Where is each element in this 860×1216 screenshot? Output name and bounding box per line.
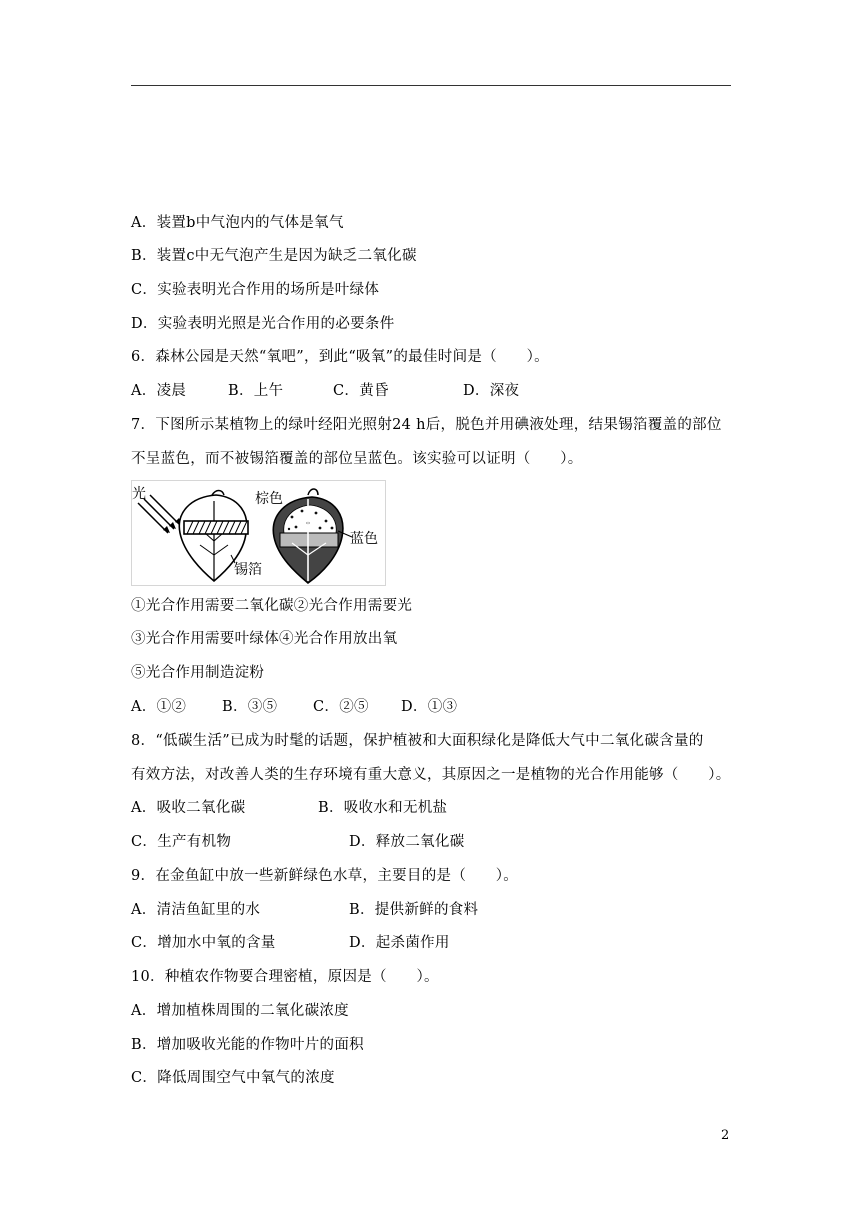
q6-option-b: B．上午 (228, 383, 284, 399)
q8-option-b: B．吸收水和无机盐 (318, 800, 448, 816)
q7-statement-5: ⑤光合作用制造淀粉 (131, 665, 265, 681)
question-10: 10．种植农作物要合理密植，原因是（ ）。 (131, 969, 439, 985)
question-8-line-2: 有效方法，对改善人类的生存环境有重大意义，其原因之一是植物的光合作用能够（ ）。 (131, 767, 731, 783)
stained-leaf-icon (273, 489, 352, 583)
page-number: 2 (721, 1128, 730, 1143)
q10-option-a: A．增加植株周围的二氧化碳浓度 (131, 1003, 349, 1019)
header-rule (131, 85, 731, 86)
q6-option-d: D．深夜 (463, 383, 520, 399)
q9-option-c: C．增加水中氧的含量 (131, 935, 276, 951)
q10-option-b: B．增加吸收光能的作物叶片的面积 (131, 1037, 364, 1053)
question-6: 6．森林公园是天然“氧吧”，到此“吸氧”的最佳时间是（ ）。 (131, 349, 549, 365)
question-7-line-2: 不呈蓝色，而不被锡箔覆盖的部位呈蓝色。该实验可以证明（ ）。 (131, 451, 583, 467)
q7-option-d: D．①③ (401, 699, 458, 715)
blue-label: 蓝色 (350, 531, 378, 547)
q6-option-c: C．黄昏 (333, 383, 389, 399)
q5-option-d: D．实验表明光照是光合作用的必要条件 (131, 316, 395, 332)
q7-option-a: A．①② (131, 699, 187, 715)
question-7-line-1: 7．下图所示某植物上的绿叶经阳光照射24 h后，脱色并用碘液处理，结果锡箔覆盖的部位 (131, 417, 722, 433)
q7-statement-3-4: ③光合作用需要叶绿体④光合作用放出氧 (131, 631, 398, 647)
q7-statement-1-2: ①光合作用需要二氧化碳②光合作用需要光 (131, 598, 413, 614)
q9-option-b: B．提供新鲜的食料 (349, 902, 479, 918)
q9-option-a: A．清洁鱼缸里的水 (131, 902, 261, 918)
leaf-experiment-drawing (132, 481, 385, 585)
light-label: 光 (132, 486, 146, 502)
q8-option-c: C．生产有机物 (131, 834, 232, 850)
q7-option-c: C．②⑤ (313, 699, 369, 715)
q8-option-d: D．释放二氧化碳 (349, 834, 465, 850)
q5-option-a: A．装置b中气泡内的气体是氧气 (131, 215, 344, 231)
q5-option-c: C．实验表明光合作用的场所是叶绿体 (131, 282, 380, 298)
q9-option-d: D．起杀菌作用 (349, 935, 450, 951)
brown-label: 棕色 (255, 491, 283, 507)
q5-option-b: B．装置c中无气泡产生是因为缺乏二氧化碳 (131, 248, 417, 264)
question-9: 9．在金鱼缸中放一些新鲜绿色水草，主要目的是（ ）。 (131, 868, 519, 884)
foil-label: 锡箔 (234, 562, 262, 578)
question-8-line-1: 8．“低碳生活”已成为时髦的话题，保护植被和大面积绿化是降低大气中二氧化碳含量的 (131, 733, 704, 749)
q6-option-a: A．凌晨 (131, 383, 187, 399)
q8-option-a: A．吸收二氧化碳 (131, 800, 246, 816)
q7-option-b: B．③⑤ (222, 699, 278, 715)
leaf-experiment-figure (131, 480, 386, 586)
q10-option-c: C．降低周围空气中氧气的浓度 (131, 1070, 335, 1086)
